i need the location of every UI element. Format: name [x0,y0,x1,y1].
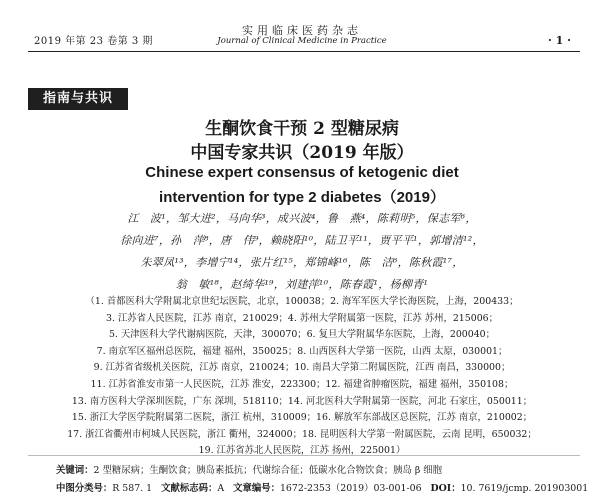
issue-label: 2019 年第 23 卷第 3 期 [34,36,153,47]
affiliation-line: 19. 江苏省苏北人民医院，江苏 扬州，225001） [198,445,406,457]
keywords-line [56,462,442,476]
classification-value: R 587. 1 [112,483,153,494]
affiliations [0,294,604,460]
doi-label: DOI： [430,483,461,494]
journal-title-cn: 实用临床医药杂志 [242,24,362,37]
title-cn-line-1: 生酮饮食干预 2 型糖尿病 [205,119,399,139]
section-tag: 指南与共识 [28,88,128,110]
authors-line-4: 翁 敏¹⁸，赵绮华¹⁹，刘建萍¹⁰，陈春霞¹，杨柳青¹ [175,278,429,291]
doi-value: 10. 7619/jcmp. 201903001 [460,483,589,494]
authors-line-3: 朱翠凤¹³，李增宁¹⁴，张片红¹⁵，郑锦峰¹⁶，陈 洁⁶，陈秋霞¹⁷， [140,256,464,269]
title-cn-line-2: 中国专家共识（2019 年版） [190,143,414,163]
affiliation-line: 13. 南方医科大学深圳医院，广东 深圳，518110；14. 河北医科大学附属第一医院，河北 石家庄，050011； [71,395,533,407]
classification-line [56,480,588,494]
doc-code-value: A [217,483,225,494]
doc-code-label: 文献标志码： [161,483,218,494]
article-no-label: 文章编号： [233,483,280,494]
authors-line-1: 江 波¹，邹大进²，马向华³，成兴波⁴，鲁 燕⁴，陈莉明⁵，保志军⁶， [127,212,477,225]
header-rule [28,51,580,52]
affiliation-line: 5. 天津医科大学代谢病医院，天津，300070；6. 复旦大学附属华东医院，上海，200040； [108,329,496,341]
classification-label: 中图分类号： [56,483,113,494]
article-no-value: 1672-2353（2019）03-001-06 [279,483,422,494]
keywords-value: 2 型糖尿病；生酮饮食；胰岛素抵抗；代谢综合征；低碳水化合物饮食；胰岛 β 细胞 [93,465,442,476]
affiliation-line: 3. 江苏省人民医院，江苏 南京，210029；4. 苏州大学附属第一医院，江苏 苏州，215006； [105,312,498,324]
affiliation-line: （1. 首都医科大学附属北京世纪坛医院，北京，100038；2. 海军军医大学长海医院，上海，200433； [85,296,519,307]
journal-title-en: Journal of Clinical Medicine in Practice [217,36,387,46]
affiliation-line: 15. 浙江大学医学院附属第二医院，浙江 杭州，310009；16. 解放军东部战区总医院，江苏 南京，210002； [71,412,533,424]
title-en-line-2: intervention for type 2 diabetes（2019） [159,189,445,206]
page-number: · 1 · [548,34,571,47]
affiliation-line: 17. 浙江省衢州市柯城人民医院，浙江 衢州，324000；18. 昆明医科大学第一附属医院，云南 昆明，650032； [67,428,537,440]
affiliation-line: 11. 江苏省淮安市第一人民医院，江苏 淮安，223300；12. 福建省肿瘤医院，福建 福州，350108； [90,378,514,390]
authors-line-2: 徐向进⁷，孙 萍⁸，唐 伟⁹，赖晓阳¹⁰，陆卫平¹¹，贾平平¹，郭增清¹²， [120,234,484,247]
affiliation-line: 7. 南京军区福州总医院，福建 福州，350025；8. 山西医科大学第一医院，山西 太原，030001； [96,345,508,357]
affiliation-line: 9. 江苏省省级机关医院，江苏 南京，210024；10. 南昌大学第二附属医院，江西 南昌，330000； [93,362,511,374]
keywords-label: 关键词： [56,465,94,476]
title-en-line-1: Chinese expert consensus of ketogenic diet [145,164,459,181]
footer-rule [28,455,580,456]
